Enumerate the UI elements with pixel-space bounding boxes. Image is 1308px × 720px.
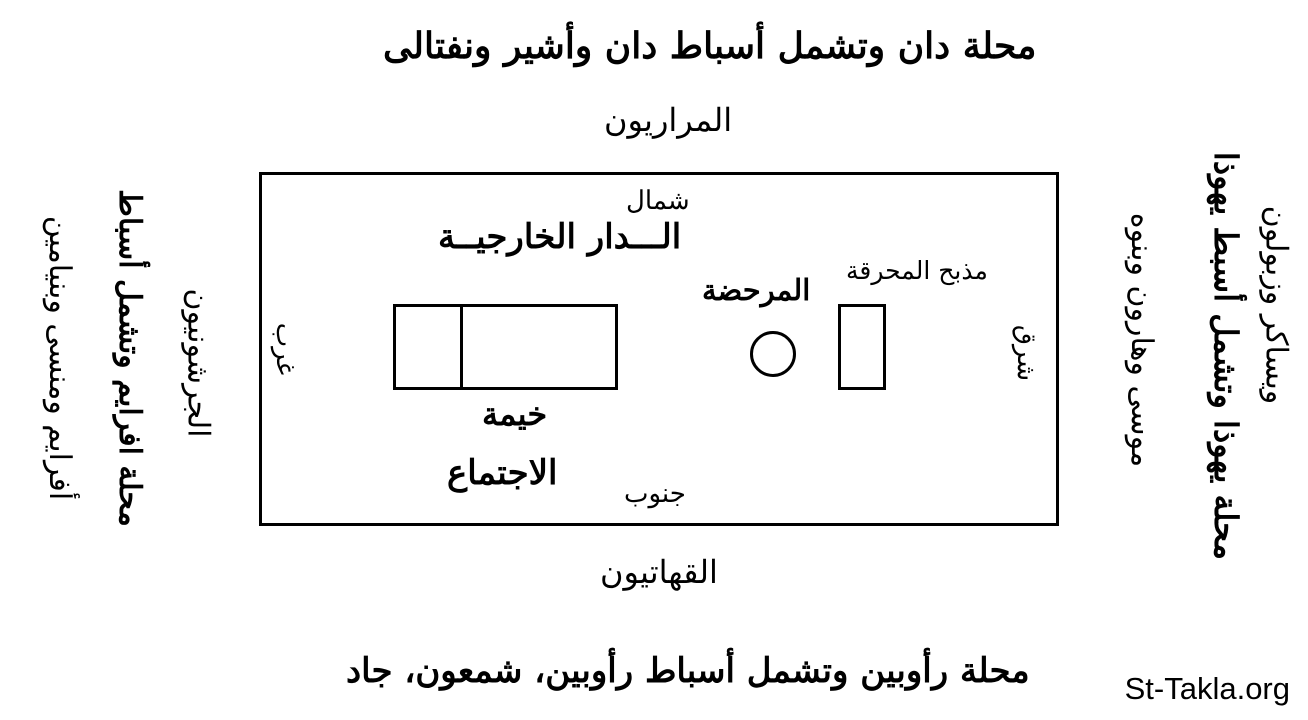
east-camp-label-line1: محلة يهوذا وتشمل أسبط يهوذا	[1207, 151, 1246, 561]
bottom-camp-label: محلة رأوبين وتشمل أسباط رأوبين، شمعون، جاد	[346, 651, 1030, 691]
west-camp-label-line2: أفرايم ومنسى وبنيامين	[42, 215, 78, 501]
altar-label: مذبح المحرقة	[846, 256, 988, 285]
laver-circle	[750, 331, 796, 377]
east-priests-label: موسى وهارون وبنوه	[1124, 212, 1160, 468]
tabernacle-holy-of-holies	[393, 304, 463, 390]
south-direction-label: جنوب	[624, 479, 686, 509]
west-camp-label-line1: محلة افرايم وتشمل أسباط	[111, 189, 147, 527]
top-camp-label: محلة دان وتشمل أسباط دان وأشير ونفتالى	[383, 25, 1037, 67]
north-levites-label: المراريون	[604, 101, 733, 139]
outer-court-label: الـــدار الخارجيــة	[438, 217, 682, 257]
tabernacle-holy-place	[460, 304, 618, 390]
laver-label: المرحضة	[702, 273, 811, 307]
altar-box	[838, 304, 886, 390]
tabernacle-label-line1: خيمة	[482, 395, 548, 433]
east-camp-label-line2: ويساكر وزبولون	[1258, 205, 1294, 405]
watermark-text: St-Takla.org	[1124, 671, 1290, 706]
west-direction-label: غرب	[270, 322, 301, 376]
east-direction-label: شرق	[1011, 324, 1042, 382]
north-direction-label: شمال	[626, 186, 690, 216]
tabernacle-label-line2: الاجتماع	[447, 453, 558, 493]
south-levites-label: القهاتيون	[600, 553, 718, 591]
west-levites-label: الجرشونيون	[180, 288, 216, 438]
